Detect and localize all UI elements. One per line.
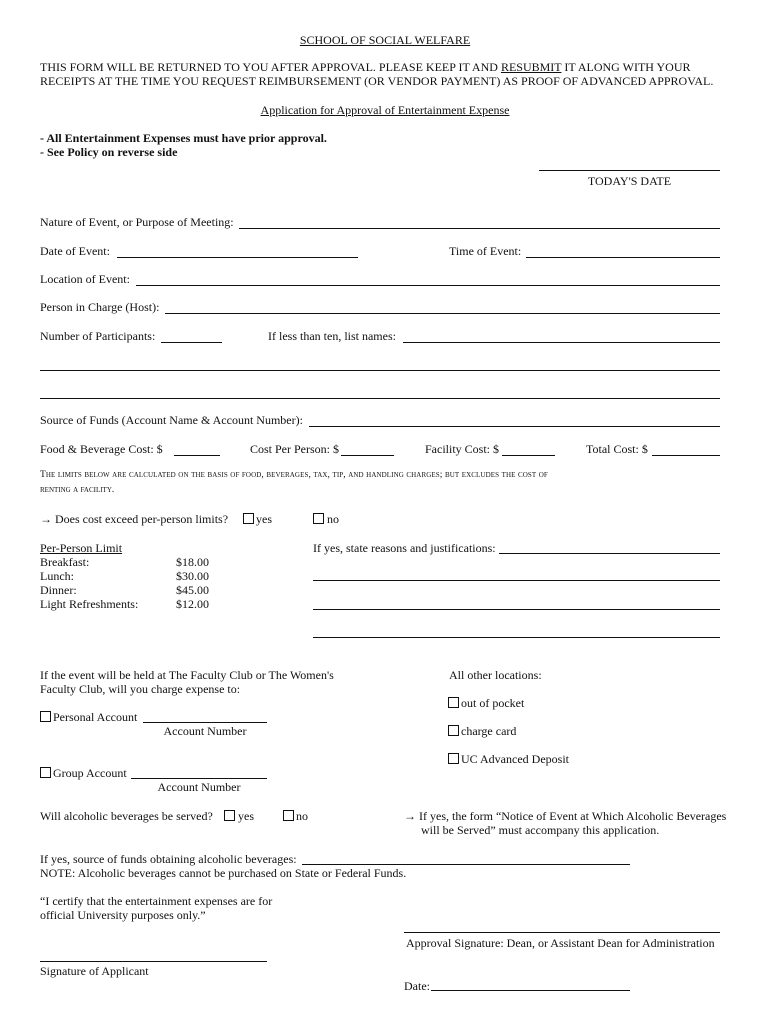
approval-signature-label: Approval Signature: Dean, or Assistant Dean for Administration [406,936,715,950]
out-of-pocket-label: out of pocket [461,696,525,710]
limits-heading: Per-Person Limit [40,541,123,555]
list-names-field[interactable] [403,342,720,343]
limit-meal: Breakfast: [40,555,90,569]
exceed-yes-label: yes [256,512,272,526]
facility-cost-label: Facility Cost: $ [425,442,500,456]
limit-meal: Dinner: [40,583,77,597]
notice-text-b: IT ALONG WITH YOUR [561,60,691,74]
alcohol-yes-label: yes [238,809,254,823]
approval-date-field[interactable] [431,990,630,991]
limit-amount: $12.00 [176,597,209,611]
time-label: Time of Event: [449,244,522,258]
group-account-field[interactable] [131,778,267,779]
personal-account-field[interactable] [143,722,267,723]
nature-label: Nature of Event, or Purpose of Meeting: [40,215,234,229]
personal-account-number-label: Account Number [163,724,247,738]
charge-card-label: charge card [461,724,517,738]
applicant-signature-label: Signature of Applicant [40,964,149,978]
notice-line-1 [40,60,691,75]
limit-amount: $30.00 [176,569,209,583]
approval-date-label: Date: [404,979,430,993]
uc-advanced-deposit-label: UC Advanced Deposit [461,752,569,766]
nature-field[interactable] [239,228,720,229]
group-account-checkbox[interactable] [40,767,51,778]
host-label: Person in Charge (Host): [40,300,160,314]
date-field[interactable] [117,257,358,258]
names-line-2[interactable] [40,398,720,399]
location-label: Location of Event: [40,272,130,286]
alcohol-no-label: no [296,809,308,823]
reasons-field[interactable] [499,553,720,554]
exceed-no-checkbox[interactable] [313,513,324,524]
personal-account-checkbox[interactable] [40,711,51,722]
source-label: Source of Funds (Account Name & Account Number): [40,413,303,427]
form-title: Application for Approval of Entertainment Expense [260,103,510,117]
alcohol-source-field[interactable] [302,864,630,865]
personal-account-label: Personal Account [53,710,138,724]
limit-amount: $18.00 [176,555,209,569]
food-cost-field[interactable] [174,455,220,456]
uc-advanced-deposit-checkbox[interactable] [448,753,459,764]
date-label: Date of Event: [40,244,110,258]
alcohol-source-label: If yes, source of funds obtaining alcoholic beverages: [40,852,297,866]
host-field[interactable] [165,313,720,314]
participants-field[interactable] [161,342,222,343]
limit-meal: Light Refreshments: [40,597,139,611]
out-of-pocket-checkbox[interactable] [448,697,459,708]
time-field[interactable] [526,257,720,258]
exceed-yes-checkbox[interactable] [243,513,254,524]
per-person-cost-label: Cost Per Person: $ [250,442,340,456]
reasons-line-4[interactable] [313,637,720,638]
faculty-club-line-1: If the event will be held at The Faculty Club or The Women's [40,668,334,682]
prior-approval-note: - All Entertainment Expenses must have prior approval. [40,131,327,145]
alcohol-notice-line-2: will be Served” must accompany this application. [421,823,660,837]
alcohol-notice-line-1: → If yes, the form “Notice of Event at Which Alcoholic Beverages [404,809,727,823]
school-title: SCHOOL OF SOCIAL WELFARE [299,33,471,47]
limits-note-1: The limits below are calculated on the basis of food, beverages, tax, tip, and handling charges; but excludes the cost of [40,470,548,480]
food-cost-label: Food & Beverage Cost: $ [40,442,163,456]
charge-card-checkbox[interactable] [448,725,459,736]
certify-line-2: official University purposes only.” [40,908,206,922]
faculty-club-line-2: Faculty Club, will you charge expense to: [40,682,241,696]
group-account-label: Group Account [53,766,127,780]
total-cost-field[interactable] [652,455,720,456]
limit-amount: $45.00 [176,583,209,597]
alcohol-no-checkbox[interactable] [283,810,294,821]
applicant-signature-field[interactable] [40,961,267,962]
exceed-question: → Does cost exceed per-person limits? [40,512,229,526]
reasons-line-3[interactable] [313,609,720,610]
reasons-line-2[interactable] [313,580,720,581]
source-field[interactable] [309,426,720,427]
notice-line-2: RECEIPTS AT THE TIME YOU REQUEST REIMBURSEMENT (OR VENDOR PAYMENT) AS PROOF OF ADVANCED APPROVAL. [40,74,714,88]
alcohol-funds-note: NOTE: Alcoholic beverages cannot be purchased on State or Federal Funds. [40,866,407,880]
alcohol-question: Will alcoholic beverages be served? [40,809,213,823]
location-field[interactable] [136,285,720,286]
per-person-cost-field[interactable] [341,455,394,456]
other-locations-heading: All other locations: [449,668,542,682]
certify-line-1: “I certify that the entertainment expenses are for [40,894,273,908]
names-line-1[interactable] [40,370,720,371]
participants-label: Number of Participants: [40,329,156,343]
approval-signature-field[interactable] [404,932,720,933]
group-account-number-label: Account Number [157,780,241,794]
total-cost-label: Total Cost: $ [586,442,648,456]
policy-note: - See Policy on reverse side [40,145,178,159]
todays-date-label: TODAY'S DATE [587,174,672,188]
facility-cost-field[interactable] [502,455,555,456]
limit-meal: Lunch: [40,569,74,583]
limits-note-2: renting a facility. [40,485,115,495]
notice-text-a: THIS FORM WILL BE RETURNED TO YOU AFTER APPROVAL. PLEASE KEEP IT AND [40,60,501,74]
notice-resubmit: RESUBMIT [500,60,562,74]
exceed-no-label: no [327,512,339,526]
list-names-label: If less than ten, list names: [268,329,396,343]
reasons-label: If yes, state reasons and justifications: [313,541,496,555]
todays-date-field[interactable] [539,170,720,171]
alcohol-yes-checkbox[interactable] [224,810,235,821]
